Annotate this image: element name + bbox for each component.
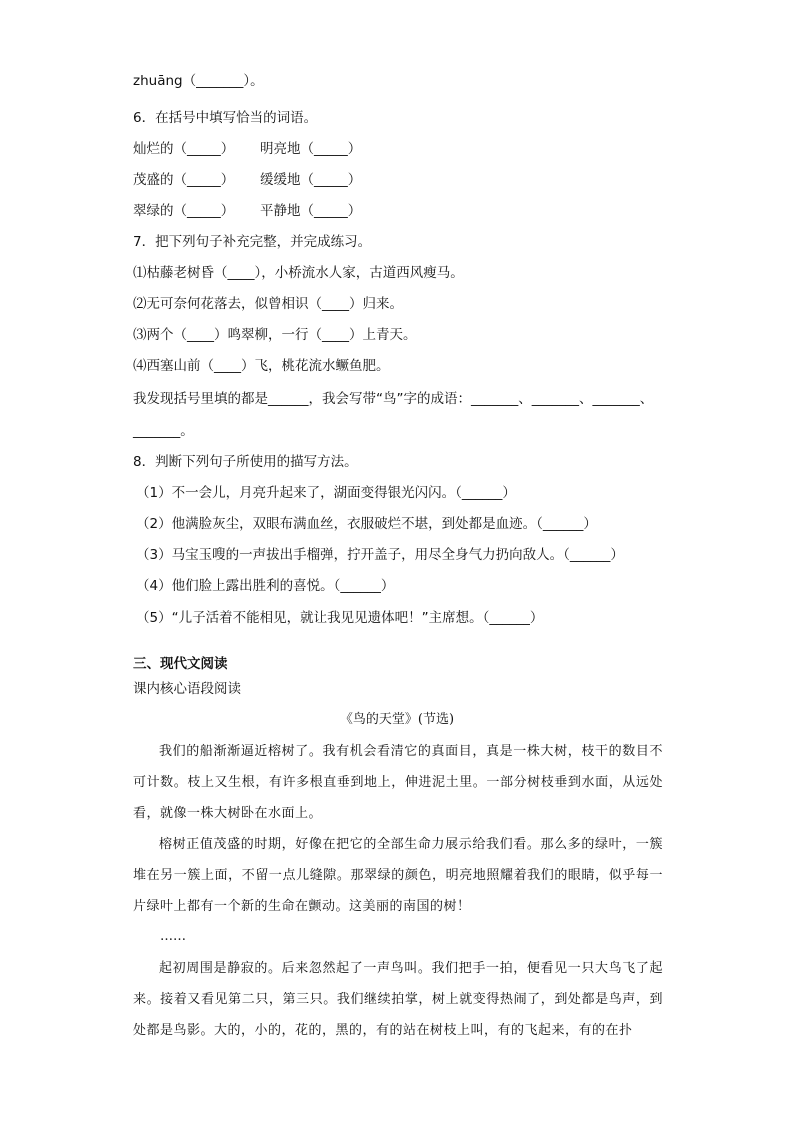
q8-title: 8．判断下列句子所使用的描写方法。 — [133, 454, 358, 470]
passage-ellipsis: …… — [160, 929, 186, 944]
q6-title: 6．在括号中填写恰当的词语。 — [133, 110, 318, 126]
q7-finding-line2: _______。 — [133, 423, 194, 439]
q6-row3-right: 平静地（_____） — [260, 203, 362, 219]
section3-subheading: 课内核心语段阅读 — [133, 681, 241, 697]
passage-paragraph-1: 我们的船渐渐逼近榕树了。我有机会看清它的真面目，真是一株大树，枝干的数目不可计数。枝上又生根，有许多根直垂到地上，伸进泥土里。一部分树枝垂到水面，从远处看，就像一株大树卧在水面上。 — [133, 744, 663, 821]
passage-title: 《鸟的天堂》(节选) — [339, 712, 455, 727]
q7-finding-line1: 我发现括号里填的都是______，我会写带“鸟”字的成语：_______、_______、_______、 — [133, 391, 654, 407]
q8-item-3: （3）马宝玉嗖的一声拔出手榴弹，拧开盖子，用尽全身气力扔向敌人。（______） — [136, 547, 624, 563]
q7-title: 7．把下列句子补充完整，并完成练习。 — [133, 234, 372, 250]
q6-row3-left: 翠绿的（_____） — [133, 203, 235, 219]
q7-item-1: ⑴枯藤老树昏（____），小桥流水人家，古道西风瘦马。 — [133, 265, 464, 281]
passage-paragraph-3: 起初周围是静寂的。后来忽然起了一声鸟叫。我们把手一拍，便看见一只大鸟飞了起来。接着又看见第二只，第三只。我们继续拍掌，树上就变得热闹了，到处都是鸟声，到处都是鸟影。大的，小的，花的，黑的，有的站在树枝上叫，有的飞起来，有的在扑 — [133, 961, 663, 1038]
q6-row1-left: 灿烂的（_____） — [133, 141, 235, 157]
section3-heading: 三、现代文阅读 — [133, 656, 228, 672]
q8-item-1: （1）不一会儿，月亮升起来了，湖面变得银光闪闪。（______） — [136, 485, 516, 501]
q8-item-2: （2）他满脸灰尘，双眼布满血丝，衣服破烂不堪，到处都是血迹。（______） — [136, 516, 597, 532]
q7-item-2: ⑵无可奈何花落去，似曾相识（____）归来。 — [133, 296, 403, 312]
q6-row2-right: 缓缓地（_____） — [260, 172, 362, 188]
passage-paragraph-2: 榕树正值茂盛的时期，好像在把它的全部生命力展示给我们看。那么多的绿叶，一簇堆在另一簇上面，不留一点儿缝隙。那翠绿的颜色，明亮地照耀着我们的眼睛，似乎每一片绿叶上都有一个新的生命在颤动。这美丽的南国的树！ — [133, 837, 663, 914]
q6-row1-right: 明亮地（_____） — [260, 141, 362, 157]
q8-item-5: （5）“儿子活着不能相见，就让我见见遗体吧！”主席想。（______） — [136, 610, 544, 626]
q5-tail: zhuāng（_______）。 — [133, 73, 264, 89]
q8-item-4: （4）他们脸上露出胜利的喜悦。（______） — [136, 578, 395, 594]
q7-item-3: ⑶两个（____）鸣翠柳，一行（____）上青天。 — [133, 327, 417, 343]
q7-item-4: ⑷西塞山前（____）飞，桃花流水鳜鱼肥。 — [133, 358, 390, 374]
q6-row2-left: 茂盛的（_____） — [133, 172, 235, 188]
